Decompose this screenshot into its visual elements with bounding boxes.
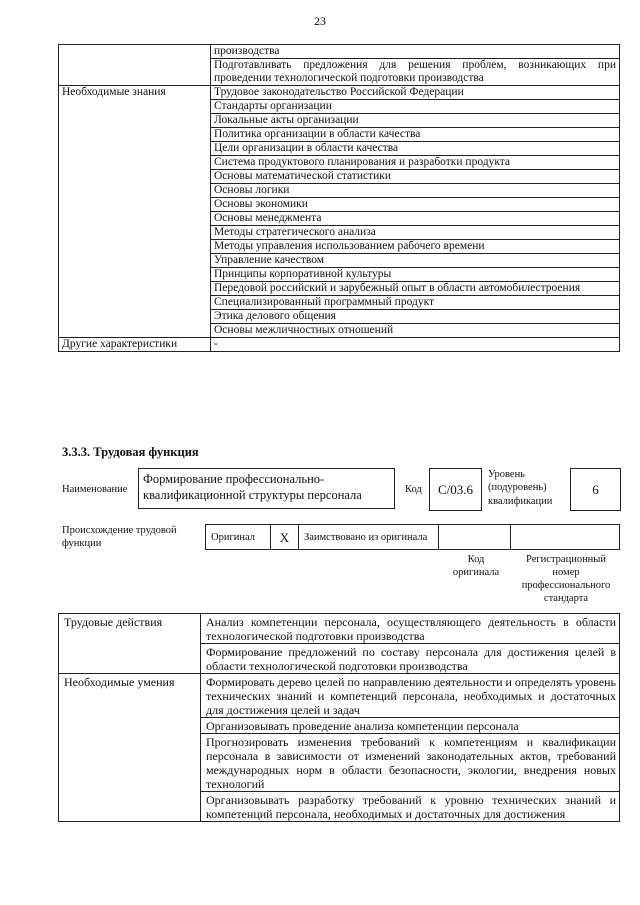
level-label-line: квалификации: [488, 495, 553, 507]
level-label-line: Уровень: [488, 469, 525, 480]
caption-line: оригинала: [452, 567, 500, 579]
row-value: Управление качеством: [211, 253, 620, 267]
level-label-line: (подуровень): [488, 482, 547, 494]
row-value: Цели организации в области качества: [211, 141, 620, 155]
row-value: Система продуктового планирования и разработки продукта: [211, 155, 620, 169]
origin-label-line: Происхождение трудовой: [62, 525, 177, 536]
row-value: Основы экономики: [211, 197, 620, 211]
caption-line: стандарта: [543, 593, 589, 605]
row-value: Подготавливать предложения для решения проблем, возникающих при проведении технологической подготовки производства: [211, 59, 620, 86]
row-label: Другие характеристики: [59, 337, 211, 351]
name-label: Наименование: [62, 484, 128, 495]
row-label: Необходимые умения: [59, 674, 201, 822]
table-row: [59, 674, 620, 718]
code-label: Код: [405, 484, 422, 495]
row-value: Основы межличностных отношений: [211, 323, 620, 337]
table-row: [59, 337, 620, 351]
row-value: производства: [211, 45, 620, 59]
row-value: Этика делового общения: [211, 309, 620, 323]
caption-line: профессионального: [521, 580, 611, 592]
knowledge-table: [58, 44, 620, 352]
actions-skills-table: [58, 613, 620, 822]
qualification-level-label: [488, 468, 552, 508]
row-value: Политика организации в области качества: [211, 127, 620, 141]
row-value: Специализированный программный продукт: [211, 295, 620, 309]
row-value: -: [211, 337, 620, 351]
row-value: Организовывать проведение анализа компетенции персонала: [201, 718, 620, 734]
row-value: Трудовое законодательство Российской Федерации: [211, 85, 620, 99]
row-value: Формировать дерево целей по направлению деятельности и определять уровень технических знаний и компетенций персонала, необходимых и достаточных для достижения целей и задач: [201, 674, 620, 718]
row-label: [59, 45, 211, 86]
row-value: Анализ компетенции персонала, осуществляющего деятельность в области технологической подготовки производства: [201, 614, 620, 644]
page-number: 23: [314, 14, 326, 28]
row-value: Передовой российский и зарубежный опыт в области автомобилестроения: [211, 281, 620, 295]
table-row: [59, 614, 620, 644]
caption-line: номер: [552, 567, 580, 579]
function-name-box: Формирование профессионально-квалификационной структуры персонала: [138, 468, 395, 509]
row-value: Локальные акты организации: [211, 113, 620, 127]
row-value: Методы стратегического анализа: [211, 225, 620, 239]
original-label: Оригинал: [205, 524, 270, 550]
section-heading: 3.3.3. Трудовая функция: [62, 445, 199, 459]
qualification-level-box: 6: [570, 468, 621, 511]
origin-label: [62, 525, 177, 550]
borrowed-label: Заимствовано из оригинала: [298, 524, 438, 550]
row-label: Трудовые действия: [59, 614, 201, 674]
reg-number-cell: [510, 524, 620, 550]
row-label: Необходимые знания: [59, 85, 211, 337]
row-value: Методы управления использованием рабочего времени: [211, 239, 620, 253]
table-row: [59, 85, 620, 99]
row-value: Основы менеджмента: [211, 211, 620, 225]
row-value: Прогнозировать изменения требований к компетенциям и квалификации персонала в зависимости от изменений законодательных актов, требований международных норм в области безопасности, экологии, внедрения новых технологий: [201, 734, 620, 792]
origin-row: [205, 524, 620, 551]
code-original-caption: [440, 553, 512, 579]
row-value: Принципы корпоративной культуры: [211, 267, 620, 281]
table-row: [59, 45, 620, 59]
row-value: Основы логики: [211, 183, 620, 197]
code-original-cell: [438, 524, 510, 550]
caption-line: Код: [467, 554, 485, 565]
row-value: Основы математической статистики: [211, 169, 620, 183]
row-value: Организовывать разработку требований к уровню технических знаний и компетенций персонала, необходимых и достаточных для достижения: [201, 792, 620, 822]
row-value: Стандарты организации: [211, 99, 620, 113]
caption-line: Регистрационный: [526, 554, 606, 565]
original-mark: X: [270, 524, 298, 550]
function-code-box: С/03.6: [429, 468, 482, 511]
reg-number-caption: [512, 553, 620, 606]
row-value: Формирование предложений по составу персонала для достижения целей в области технологической подготовки производства: [201, 644, 620, 674]
origin-label-line: функции: [62, 537, 102, 549]
